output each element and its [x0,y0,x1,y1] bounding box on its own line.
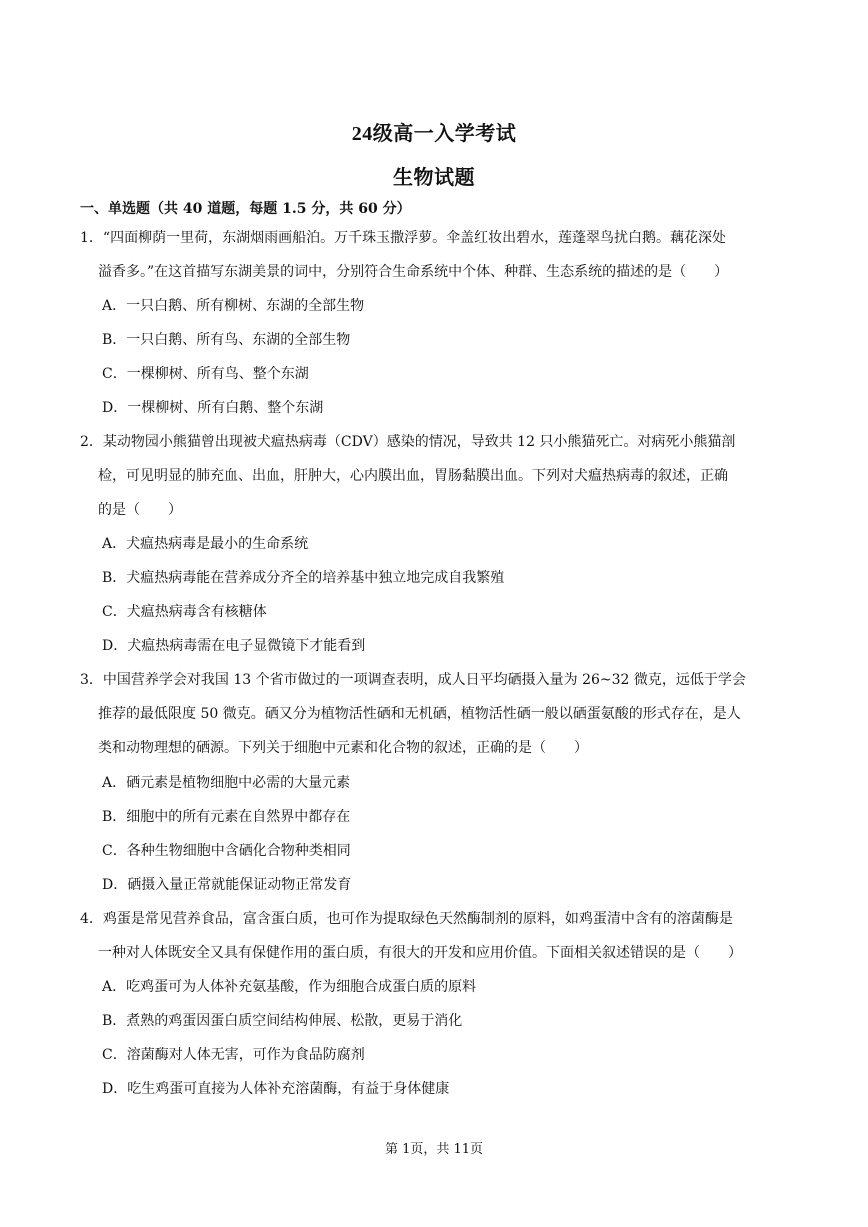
subject-title: 生物试题 [393,167,475,189]
section-heading: 一、单选题（共 40 道题，每题 1.5 分，共 60 分） [80,201,411,217]
question-1-option-c: C．一棵柳树、所有鸟、整个东湖 [102,366,309,382]
question-2-option-d: D．犬瘟热病毒需在电子显微镜下才能看到 [102,638,366,654]
question-3-option-d: D．硒摄入量正常就能保证动物正常发育 [102,877,352,893]
question-2-line-1: 2．某动物园小熊猫曾出现被犬瘟热病毒（CDV）感染的情况，导致共 12 只小熊猫死亡。对病死小熊猫剖 [80,434,736,450]
question-4-option-b: B．煮熟的鸡蛋因蛋白质空间结构伸展、松散，更易于消化 [102,1013,463,1029]
question-3-option-b: B．细胞中的所有元素在自然界中都存在 [102,809,351,825]
exam-title: 24级高一入学考试 [351,123,517,145]
question-1-option-b: B．一只白鹅、所有鸟、东湖的全部生物 [102,332,351,348]
question-3-option-a: A．硒元素是植物细胞中必需的大量元素 [102,775,351,791]
question-4-option-c: C．溶菌酶对人体无害，可作为食品防腐剂 [102,1047,365,1063]
question-1-option-d: D．一棵柳树、所有白鹅、整个东湖 [102,400,324,416]
question-4-line-1: 4．鸡蛋是常见营养食品，富含蛋白质，也可作为提取绿色天然酶制剂的原料，如鸡蛋清中含有的溶菌酶是 [80,911,733,927]
question-4-line-2: 一种对人体既安全又具有保健作用的蛋白质，有很大的开发和应用价值。下面相关叙述错误的是（ ） [98,945,742,961]
question-3-line-1: 3．中国营养学会对我国 13 个省市做过的一项调查表明，成人日平均硒摄入量为 26~32 微克，远低于学会 [80,672,746,688]
question-3-line-3: 类和动物理想的硒源。下列关于细胞中元素和化合物的叙述，正确的是（ ） [98,740,588,756]
question-4-option-d: D．吃生鸡蛋可直接为人体补充溶菌酶，有益于身体健康 [102,1081,450,1097]
question-2-option-a: A．犬瘟热病毒是最小的生命系统 [102,536,309,552]
question-1-option-a: A．一只白鹅、所有柳树、东湖的全部生物 [102,298,365,314]
question-1-line-1: 1．“四面柳荫一里荷，东湖烟雨画船泊。万千珠玉撒浮萝。伞盖红妆出碧水，莲蓬翠鸟扰白鹅。藕花深处 [80,230,727,246]
question-3-option-c: C．各种生物细胞中含硒化合物种类相同 [102,843,351,859]
question-2-line-3: 的是（ ） [98,502,182,518]
page-number: 第 1页，共 11页 [384,1142,484,1157]
question-1-line-2: 溢香多。”在这首描写东湖美景的词中，分别符合生命系统中个体、种群、生态系统的描述的是（ ） [98,264,729,280]
question-2-line-2: 检，可见明显的肺充血、出血，肝肿大，心内膜出血，胃肠黏膜出血。下列对犬瘟热病毒的叙述，正确 [98,468,728,484]
question-4-option-a: A．吃鸡蛋可为人体补充氨基酸，作为细胞合成蛋白质的原料 [102,979,477,995]
question-2-option-b: B．犬瘟热病毒能在营养成分齐全的培养基中独立地完成自我繁殖 [102,570,505,586]
question-2-option-c: C．犬瘟热病毒含有核糖体 [102,604,267,620]
question-3-line-2: 推荐的最低限度 50 微克。硒又分为植物活性硒和无机硒，植物活性硒一般以硒蛋氨酸的形式存在，是人 [98,706,741,722]
